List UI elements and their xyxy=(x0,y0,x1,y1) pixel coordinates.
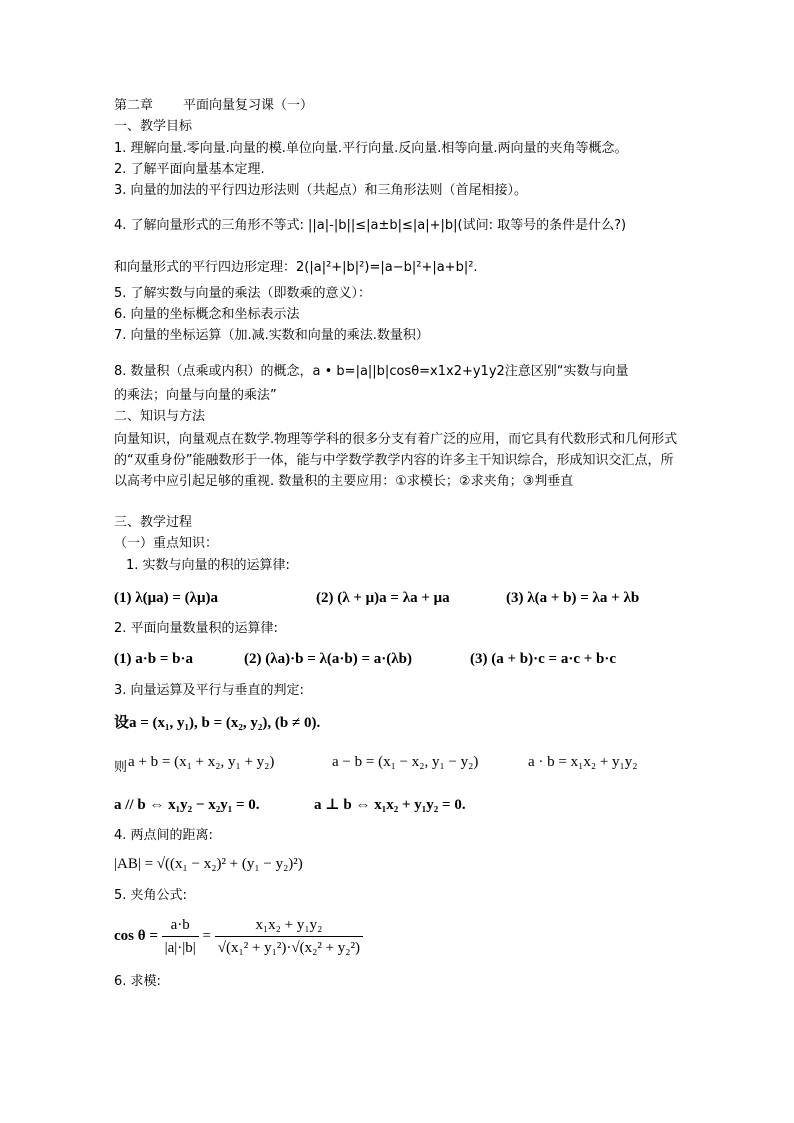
angle-fraction-coordinate-numerator: x₁x₂ + y₁y₂ xyxy=(215,914,363,937)
section-heading-knowledge: 二、知识与方法 xyxy=(114,409,206,424)
dot-rule-2: (2) (λa)·b = λ(a·b) = a·(λb) xyxy=(244,651,412,667)
perpendicular-condition: a ⊥ b ⇔ x₁x₂ + y₁y₂ = 0. xyxy=(314,797,466,813)
angle-fraction-vector xyxy=(162,914,199,959)
goal-item-8: 8. 数量积（点乘或内积）的概念，a • b=|a||b|cosθ=x1x2+y1y2注意区别“实数与向量 xyxy=(114,364,629,379)
vector-definition: 设a = (x₁, y₁), b = (x₂, y₂), (b ≠ 0). xyxy=(114,715,321,731)
goal-item-8-continued: 的乘法；向量与向量的乘法” xyxy=(114,388,277,403)
scalar-rule-2: (2) (λ + μ)a = λa + μa xyxy=(316,590,450,606)
goal-item-2: 2. 了解平面向量基本定理. xyxy=(114,162,265,177)
then-label: 则 xyxy=(114,760,128,775)
distance-formula: |AB| = √((x₁ − x₂)² + (y₁ − y₂)²) xyxy=(114,856,303,872)
section-heading-process: 三、教学过程 xyxy=(114,515,193,530)
angle-formula xyxy=(114,914,363,959)
dot-product-formula: a · b = x₁x₂ + y₁y₂ xyxy=(528,754,638,770)
knowledge-item-2: 2. 平面向量数量积的运算律: xyxy=(114,621,278,636)
lesson-title: 平面向量复习课（一） xyxy=(183,98,314,113)
goal-item-5: 5. 了解实数与向量的乘法（即数乘的意义）： xyxy=(114,286,372,301)
angle-fraction-coordinate xyxy=(215,914,363,959)
chapter-title xyxy=(114,96,313,116)
vector-sum-formula: a + b = (x₁ + x₂, y₁ + y₂) xyxy=(128,754,275,770)
vector-difference-formula: a − b = (x₁ − x₂, y₁ − y₂) xyxy=(332,754,479,770)
knowledge-paragraph: 向量知识，向量观点在数学.物理等学科的很多分支有着广泛的应用，而它具有代数形式和几何形式的“双重身份”能融数形于一体，能与中学数学教学内容的许多主干知识综合，形成知识交汇点，所以高考中应引起足够的重视. 数量积的主要应用：①求模长；②求夹角；③判垂直 xyxy=(114,432,678,489)
knowledge-item-1: 1. 实数与向量的积的运算律: xyxy=(126,558,290,573)
knowledge-item-3: 3. 向量运算及平行与垂直的判定: xyxy=(114,683,304,698)
dot-rule-3: (3) (a + b)·c = a·c + b·c xyxy=(470,651,617,667)
section-heading-goals: 一、教学目标 xyxy=(114,119,193,134)
goal-item-7: 7. 向量的坐标运算（加.减.实数和向量的乘法.数量积） xyxy=(114,328,429,343)
goal-item-4: 4. 了解向量形式的三角形不等式: ||a|-|b||≤|a±b|≤|a|+|b|(试问: 取等号的条件是什么?) xyxy=(114,218,627,233)
knowledge-item-6: 6. 求模: xyxy=(114,974,161,989)
angle-formula-lhs: cos θ = xyxy=(114,927,158,944)
goal-item-4-continued: 和向量形式的平行四边形定理：2(|a|²+|b|²)=|a−b|²+|a+b|². xyxy=(114,260,478,275)
dot-rule-1: (1) a·b = b·a xyxy=(114,651,193,667)
subsection-key-knowledge: （一）重点知识： xyxy=(114,536,219,551)
goal-item-1: 1. 理解向量.零向量.向量的模.单位向量.平行向量.反向量.相等向量.两向量的夹角等概念。 xyxy=(114,141,628,156)
angle-fraction-coordinate-denominator: √(x₁² + y₁²)·√(x₂² + y₂²) xyxy=(217,940,361,956)
chapter-label: 第二章 xyxy=(114,98,154,113)
scalar-rule-1: (1) λ(μa) = (λμ)a xyxy=(114,590,219,606)
knowledge-item-4: 4. 两点间的距离: xyxy=(114,828,213,843)
goal-item-3: 3. 向量的加法的平行四边形法则（共起点）和三角形法则（首尾相接）。 xyxy=(114,183,528,198)
goal-item-6: 6. 向量的坐标概念和坐标表示法 xyxy=(114,307,300,322)
knowledge-item-5: 5. 夹角公式: xyxy=(114,888,187,903)
scalar-rule-3: (3) λ(a + b) = λa + λb xyxy=(506,590,640,606)
angle-fraction-vector-denominator: |a|·|b| xyxy=(164,940,196,956)
angle-formula-equals: = xyxy=(202,927,212,944)
parallel-condition: a // b ⇔ x₁y₂ − x₂y₁ = 0. xyxy=(114,797,260,813)
angle-fraction-vector-numerator: a·b xyxy=(162,914,199,937)
